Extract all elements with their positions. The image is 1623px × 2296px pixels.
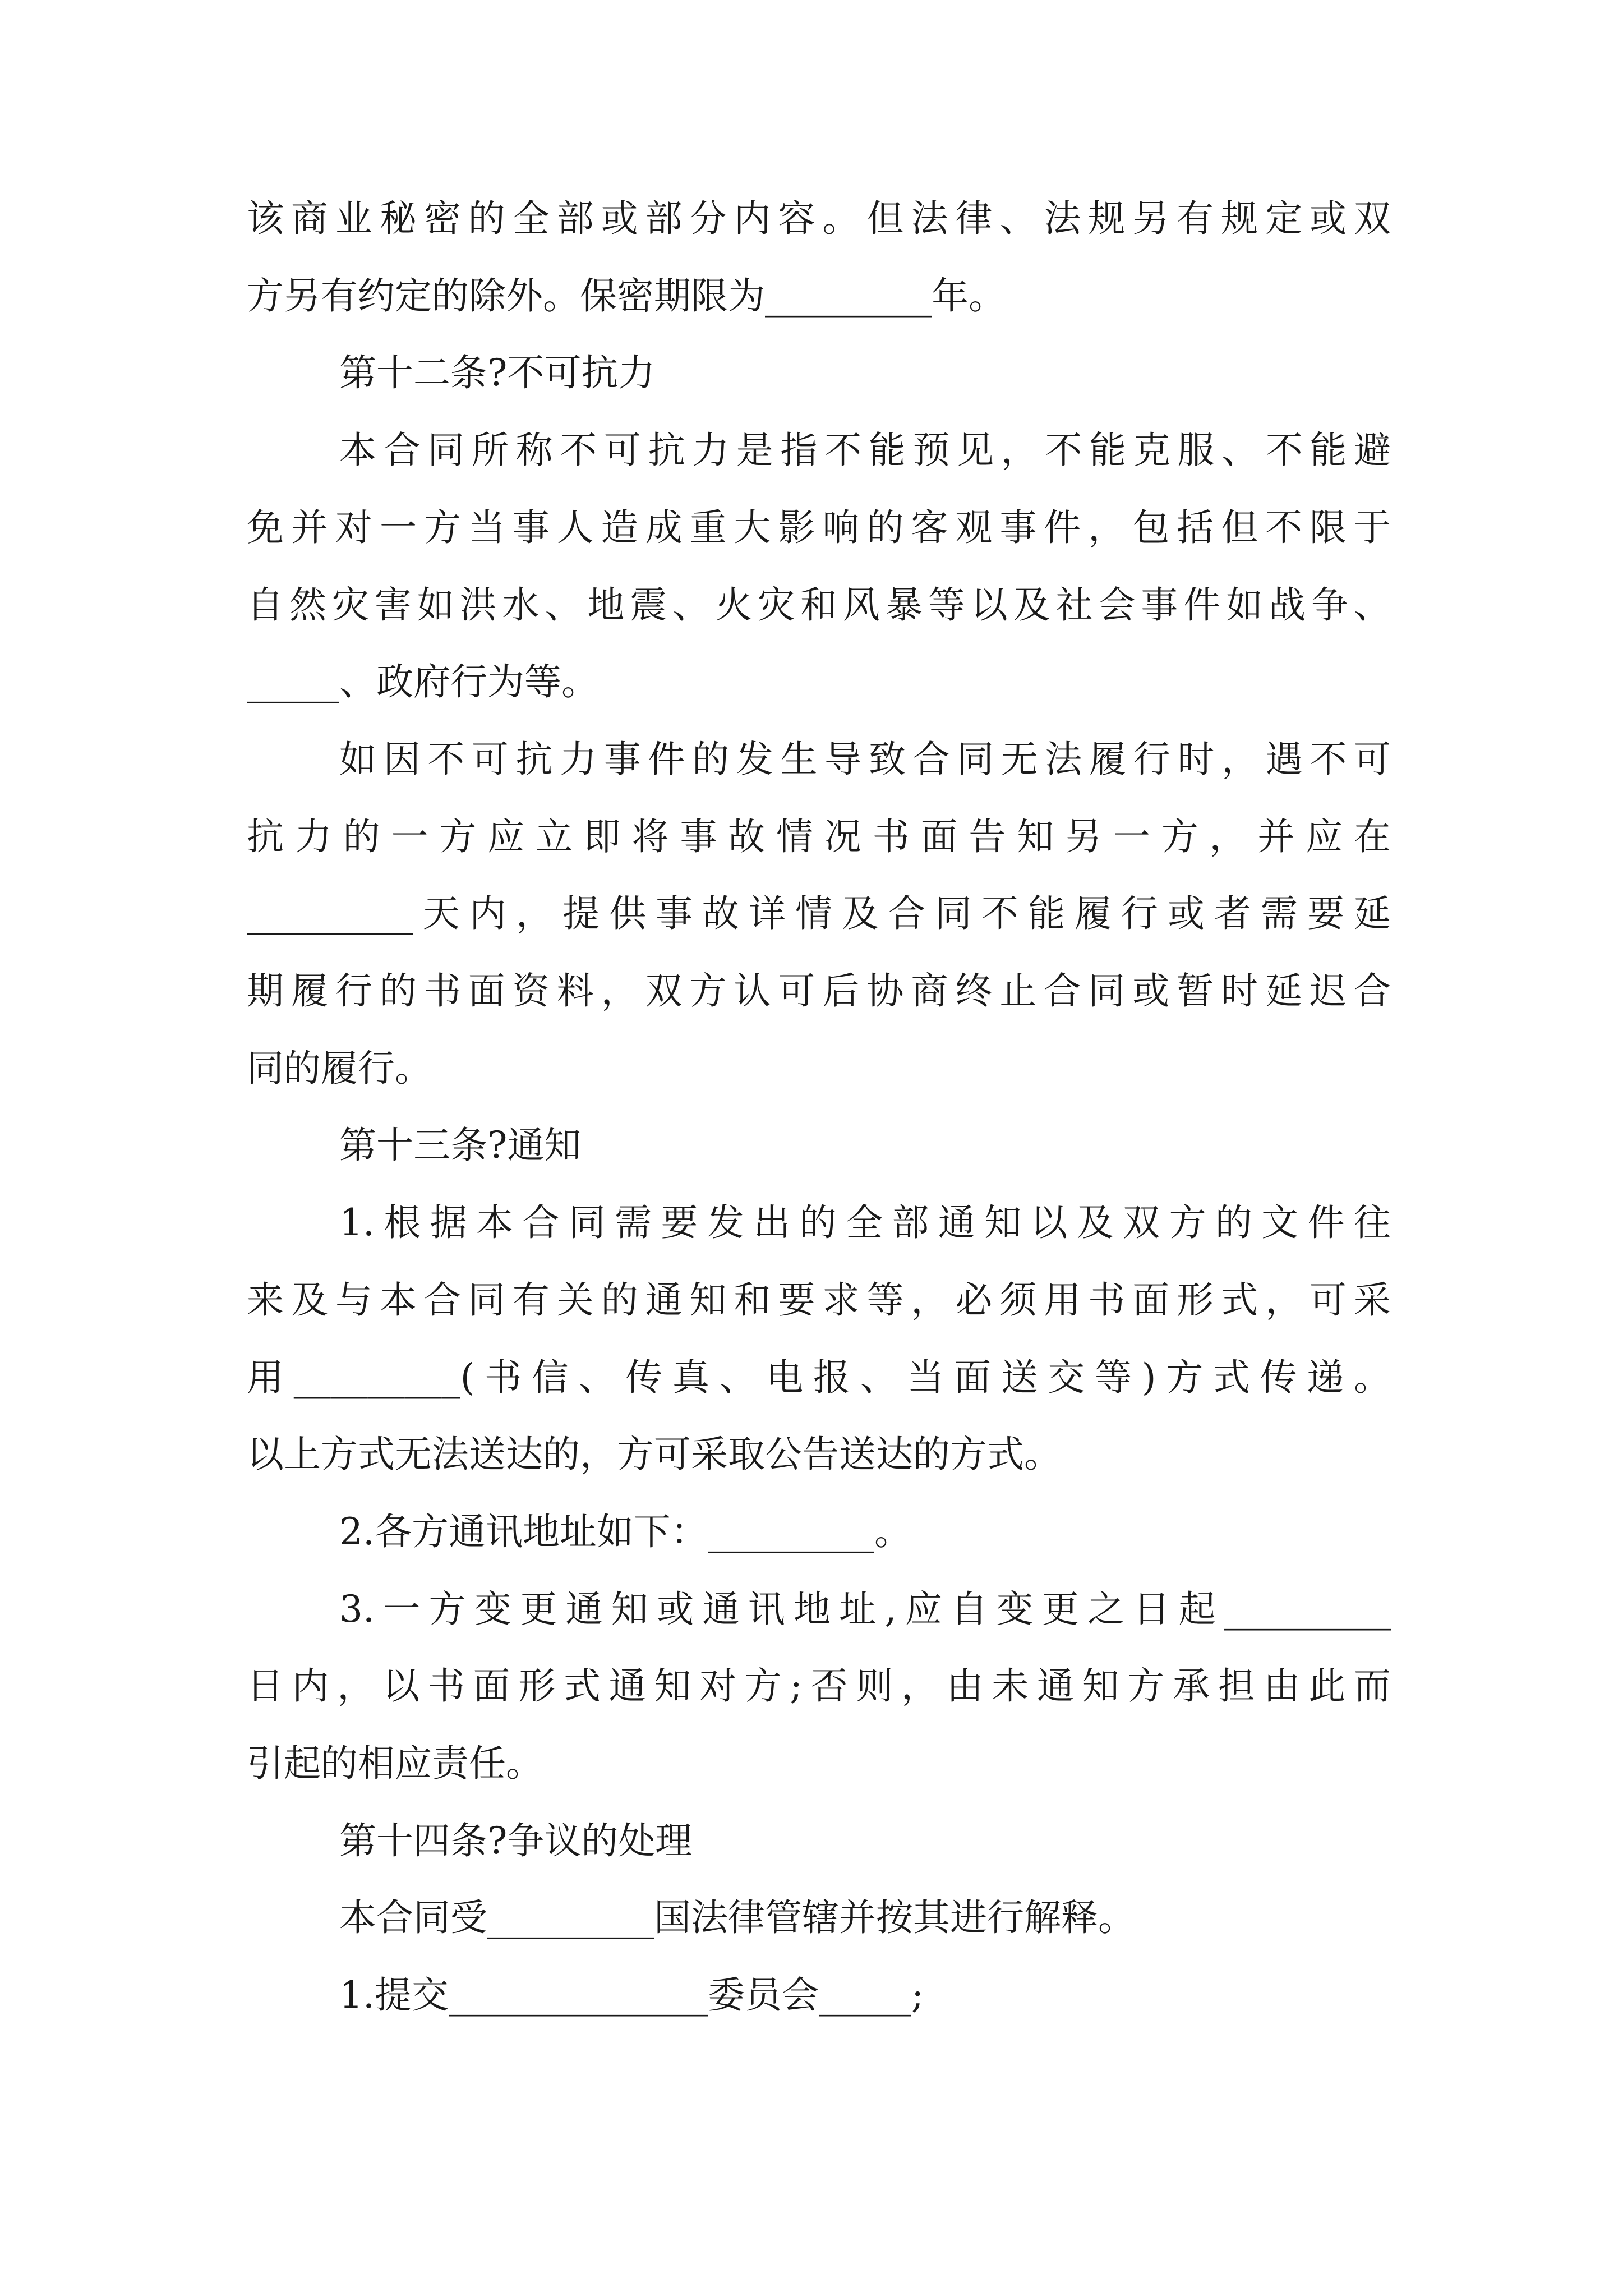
document-line: 日内，以书面形式通知对方;否则，由未通知方承担由此而: [247, 1664, 1391, 1708]
document-line: 以上方式无法送达的，方可采取公告送达的方式。: [247, 1433, 1061, 1476]
document-line: _____、政府行为等。: [247, 660, 598, 704]
document-line: 免并对一方当事人造成重大影响的客观事件，包括但不限于: [247, 505, 1391, 549]
document-line: 该商业秘密的全部或部分内容。但法律、法规另有规定或双: [247, 197, 1391, 240]
document-line: 第十二条?不可抗力: [339, 351, 656, 395]
document-line: 1.根据本合同需要发出的全部通知以及双方的文件往: [339, 1201, 1391, 1245]
document-line: 本合同受_________国法律管辖并按其进行解释。: [339, 1896, 1135, 1940]
document-line: 用_________(书信、传真、电报、当面送交等)方式传递。: [247, 1355, 1391, 1399]
document-line: 1.提交______________委员会_____;: [339, 1973, 924, 2017]
document-line: 自然灾害如洪水、地震、火灾和风暴等以及社会事件如战争、: [247, 583, 1391, 627]
document-line: 期履行的书面资料，双方认可后协商终止合同或暂时延迟合: [247, 969, 1391, 1013]
document-line: 2.各方通讯地址如下：_________。: [339, 1510, 911, 1553]
document-line: 本合同所称不可抗力是指不能预见，不能克服、不能避: [339, 429, 1391, 472]
document-line: 抗力的一方应立即将事故情况书面告知另一方，并应在: [247, 815, 1391, 858]
document-line: 如因不可抗力事件的发生导致合同无法履行时，遇不可: [339, 737, 1391, 781]
document-line: 来及与本合同有关的通知和要求等，必须用书面形式，可采: [247, 1278, 1391, 1322]
document-line: 3.一方变更通知或通讯地址,应自变更之日起_________: [339, 1587, 1391, 1631]
document-line: _________天内，提供事故详情及合同不能履行或者需要延: [247, 892, 1391, 936]
document-line: 第十四条?争议的处理: [339, 1819, 693, 1862]
document-line: 引起的相应责任。: [247, 1742, 543, 1785]
document-line: 第十三条?通知: [339, 1124, 582, 1167]
document-line: 方另有约定的除外。保密期限为_________年。: [247, 274, 1006, 318]
document-line: 同的履行。: [247, 1046, 432, 1090]
